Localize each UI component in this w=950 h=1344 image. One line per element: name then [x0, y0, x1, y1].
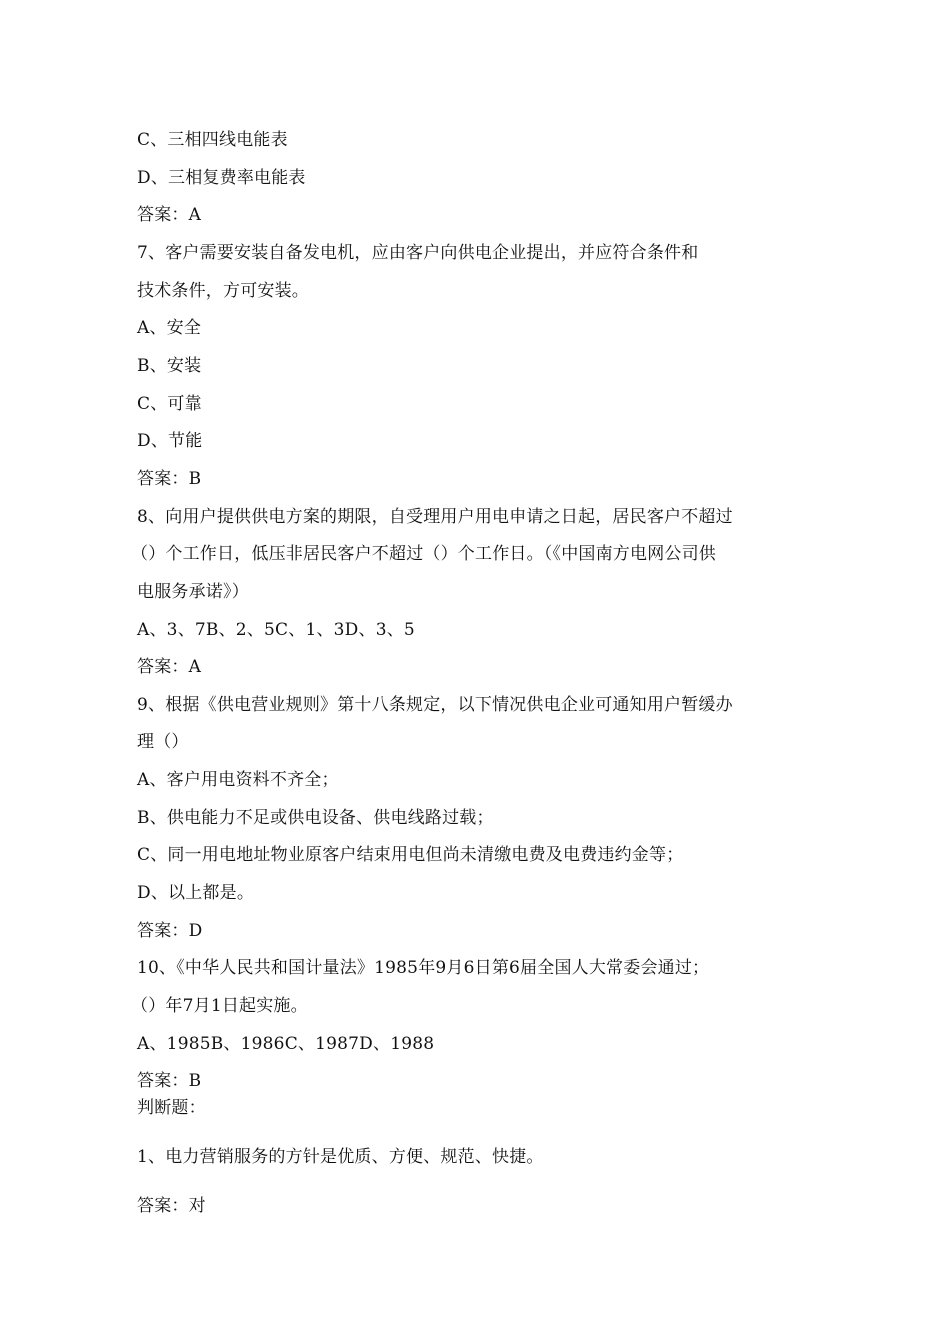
answer-q7: 答案：B — [137, 469, 202, 489]
question-8-continued-2: 电服务承诺》） — [137, 582, 249, 602]
tf-answer-1: 答案：对 — [137, 1196, 206, 1216]
answer-q9: 答案：D — [137, 921, 203, 941]
answer-q6: 答案：A — [137, 205, 202, 225]
question-9-continued: 理（） — [137, 732, 189, 752]
question-8-continued: （）个工作日，低压非居民客户不超过（）个工作日。（《中国南方电网公司供 — [131, 544, 716, 564]
answer-q10: 答案：B — [137, 1071, 202, 1091]
question-7-continued: 技术条件，方可安装。 — [137, 281, 309, 301]
tf-question-1: 1、电力营销服务的方针是优质、方便、规范、快捷。 — [137, 1147, 544, 1167]
section-heading-true-false: 判断题： — [137, 1098, 206, 1118]
option-a-q9: A、客户用电资料不齐全； — [137, 770, 339, 790]
option-c-q7: C、可靠 — [137, 394, 202, 414]
answer-q8: 答案：A — [137, 657, 202, 677]
option-d-q9: D、以上都是。 — [137, 883, 255, 903]
question-7: 7、客户需要安装自备发电机，应由客户向供电企业提出，并应符合条件和 — [137, 243, 699, 263]
option-d-q6: D、三相复费率电能表 — [137, 168, 306, 188]
question-8: 8、向用户提供供电方案的期限，自受理用户用电申请之日起，居民客户不超过 — [137, 507, 733, 527]
option-c-q9: C、同一用电地址物业原客户结束用电但尚未清缴电费及电费违约金等； — [137, 845, 684, 865]
options-q8: A、3、7B、2、5C、1、3D、3、5 — [137, 620, 415, 640]
option-b-q9: B、供电能力不足或供电设备、供电线路过载； — [137, 808, 494, 828]
option-b-q7: B、安装 — [137, 356, 202, 376]
question-10-continued: （）年7月1日起实施。 — [131, 996, 308, 1016]
option-a-q7: A、安全 — [137, 318, 202, 338]
option-c-q6: C、三相四线电能表 — [137, 130, 288, 150]
question-9: 9、根据《供电营业规则》第十八条规定，以下情况供电企业可通知用户暂缓办 — [137, 695, 733, 715]
question-10: 10、《中华人民共和国计量法》1985年9月6日第6届全国人大常委会通过； — [137, 958, 710, 978]
options-q10: A、1985B、1986C、1987D、1988 — [137, 1034, 435, 1054]
option-d-q7: D、节能 — [137, 431, 203, 451]
